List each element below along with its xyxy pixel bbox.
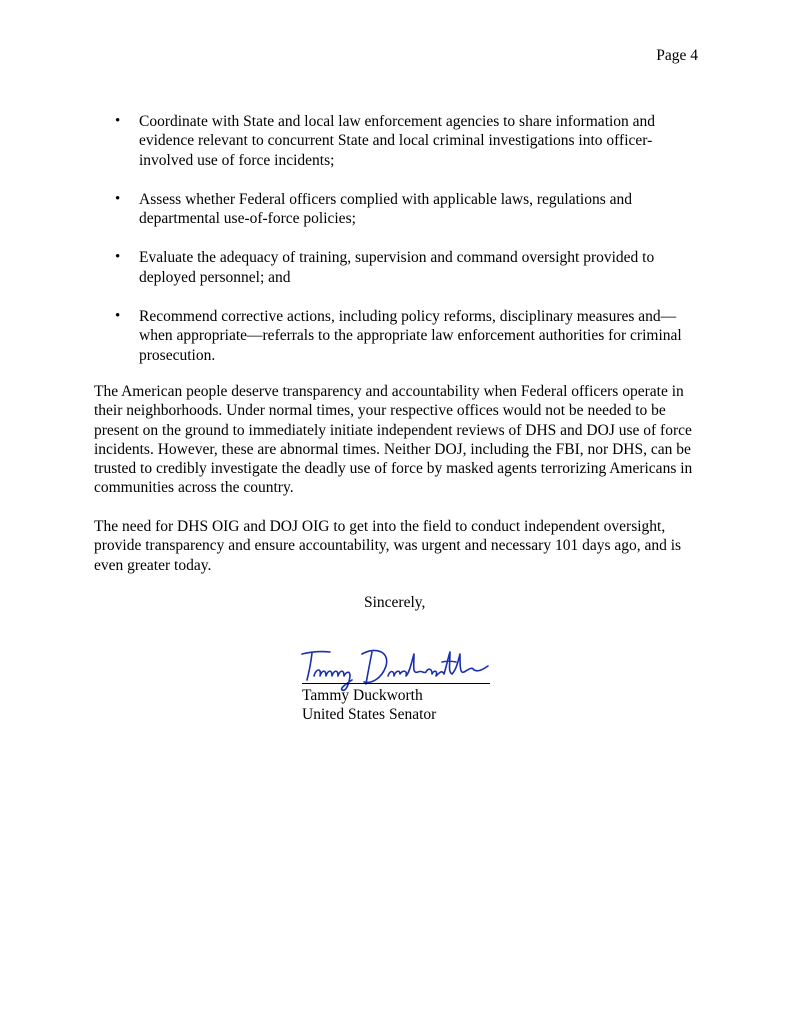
bullet-icon: •	[115, 190, 121, 207]
bullet-icon: •	[115, 249, 121, 266]
body-paragraph: The need for DHS OIG and DOJ OIG to get into the field to conduct independent oversight, provide transparency and ensure accountability, was urgent and necessary 101 days ago, and is even greater today.	[94, 518, 682, 574]
bullet-icon: •	[115, 308, 121, 325]
bullet-text: Coordinate with State and local law enforcement agencies to share information and evidence relevant to concurrent State and local criminal investigations into officer-involved use of force incidents;	[139, 113, 656, 169]
bullet-item	[112, 112, 692, 170]
bullet-text: Assess whether Federal officers complied with applicable laws, regulations and departmental use-of-force policies;	[139, 190, 632, 228]
bullet-text: Recommend corrective actions, including policy reforms, disciplinary measures and—when appropriate—referrals to the appropriate law enforcement authorities for criminal prosecution.	[139, 308, 682, 364]
closing-salutation: Sincerely,	[364, 594, 426, 611]
bullet-item	[112, 248, 692, 287]
bullet-icon: •	[115, 113, 121, 129]
bullet-list	[112, 112, 692, 385]
signature-line	[302, 683, 490, 684]
bullet-text: Evaluate the adequacy of training, supervision and command oversight provided to deployed personnel; and	[139, 249, 655, 286]
body-paragraph: The American people deserve transparency and accountability when Federal officers operate in their neighborhoods. Under normal times, your respective offices would not be needed to be present on the ground to immediately initiate independent reviews of DHS and DOJ use of force incidents. However, these are abnormal times. Neither DOJ, including the FBI, nor DHS, can be trusted to credibly investigate the deadly use of force by masked agents terrorizing Americans in communities across the country.	[94, 383, 693, 497]
signer-title: United States Senator	[302, 706, 437, 723]
bullet-item	[112, 307, 692, 365]
page-number: Page 4	[656, 47, 698, 64]
bullet-item	[112, 190, 692, 229]
signature-stroke	[302, 650, 488, 690]
signer-name: Tammy Duckworth	[302, 687, 423, 704]
